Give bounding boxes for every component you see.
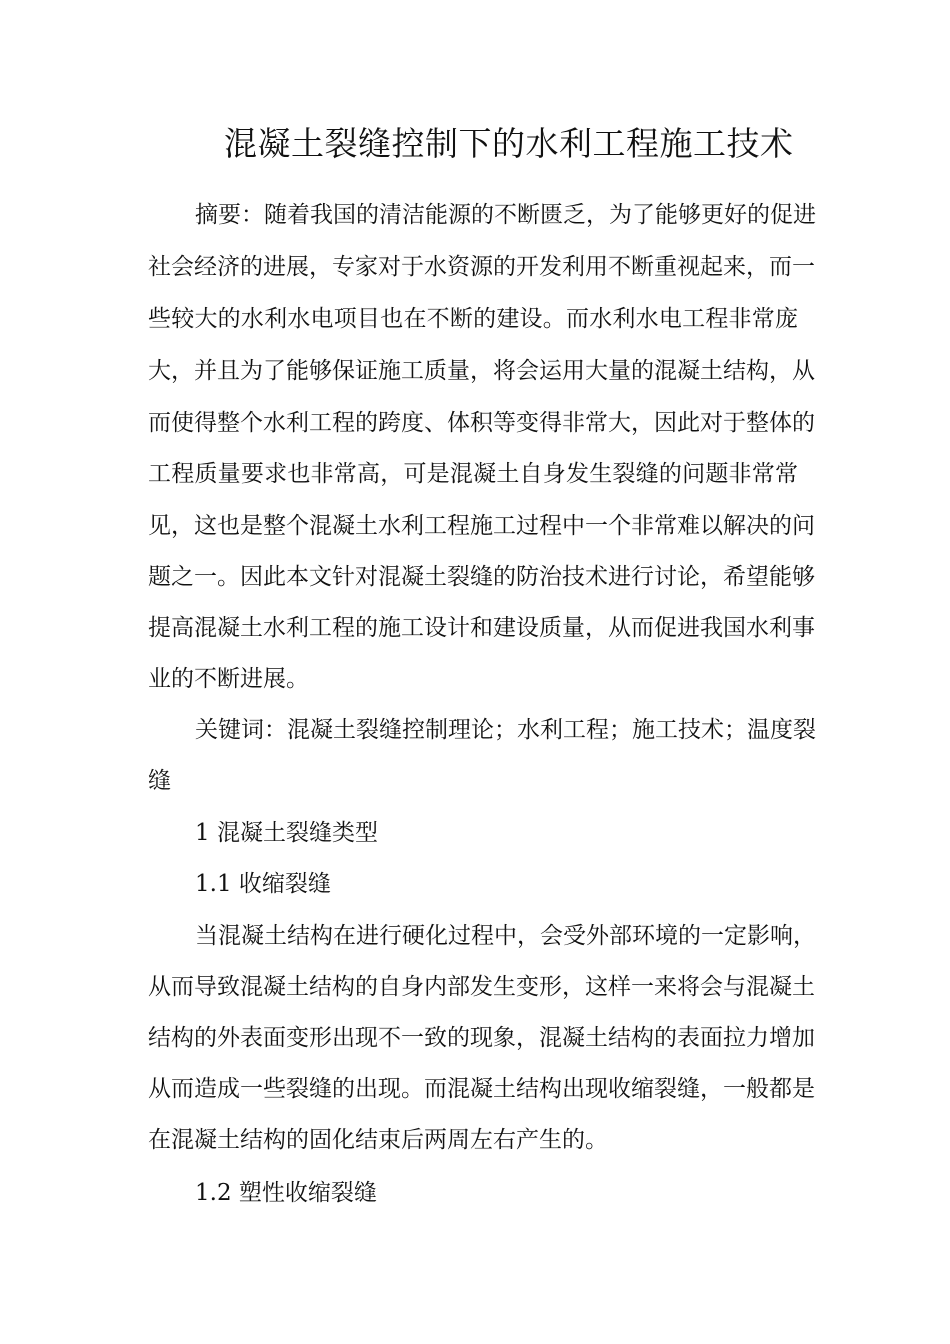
body-line: 在混凝土结构的固化结束后两周左右产生的。 [148,1127,608,1153]
keywords-line: 缝 [148,768,171,794]
keywords-line: 关键词：混凝土裂缝控制理论；水利工程；施工技术；温度裂 [195,717,816,743]
abstract-line: 见，这也是整个混凝土水利工程施工过程中一个非常难以解决的问 [148,513,815,539]
abstract-line: 工程质量要求也非常高，可是混凝土自身发生裂缝的问题非常常 [148,461,798,487]
document-title: 混凝土裂缝控制下的水利工程施工技术 [224,124,794,163]
body-line: 结构的外表面变形出现不一致的现象，混凝土结构的表面拉力增加 [148,1025,815,1051]
abstract-line: 而使得整个水利工程的跨度、体积等变得非常大，因此对于整体的 [148,410,815,436]
body-line: 当混凝土结构在进行硬化过程中，会受外部环境的一定影响， [195,923,816,949]
abstract-line: 业的不断进展。 [148,666,309,692]
abstract-line: 摘要：随着我国的清洁能源的不断匮乏，为了能够更好的促进 [195,202,816,228]
body-line: 从而造成一些裂缝的出现。而混凝土结构出现收缩裂缝，一般都是 [148,1076,815,1102]
body-line: 从而导致混凝土结构的自身内部发生变形，这样一来将会与混凝土 [148,974,815,1000]
section-heading-1: 1 混凝土裂缝类型 [195,820,378,846]
abstract-line: 大，并且为了能够保证施工质量，将会运用大量的混凝土结构，从 [148,358,815,384]
abstract-line: 社会经济的进展，专家对于水资源的开发利用不断重视起来，而一 [148,254,815,280]
abstract-line: 些较大的水利水电项目也在不断的建设。而水利水电工程非常庞 [148,306,798,332]
section-heading-1-2: 1.2 塑性收缩裂缝 [195,1180,377,1206]
abstract-line: 题之一。因此本文针对混凝土裂缝的防治技术进行讨论，希望能够 [148,564,815,590]
abstract-line: 提高混凝土水利工程的施工设计和建设质量，从而促进我国水利事 [148,615,815,641]
section-heading-1-1: 1.1 收缩裂缝 [195,871,331,897]
